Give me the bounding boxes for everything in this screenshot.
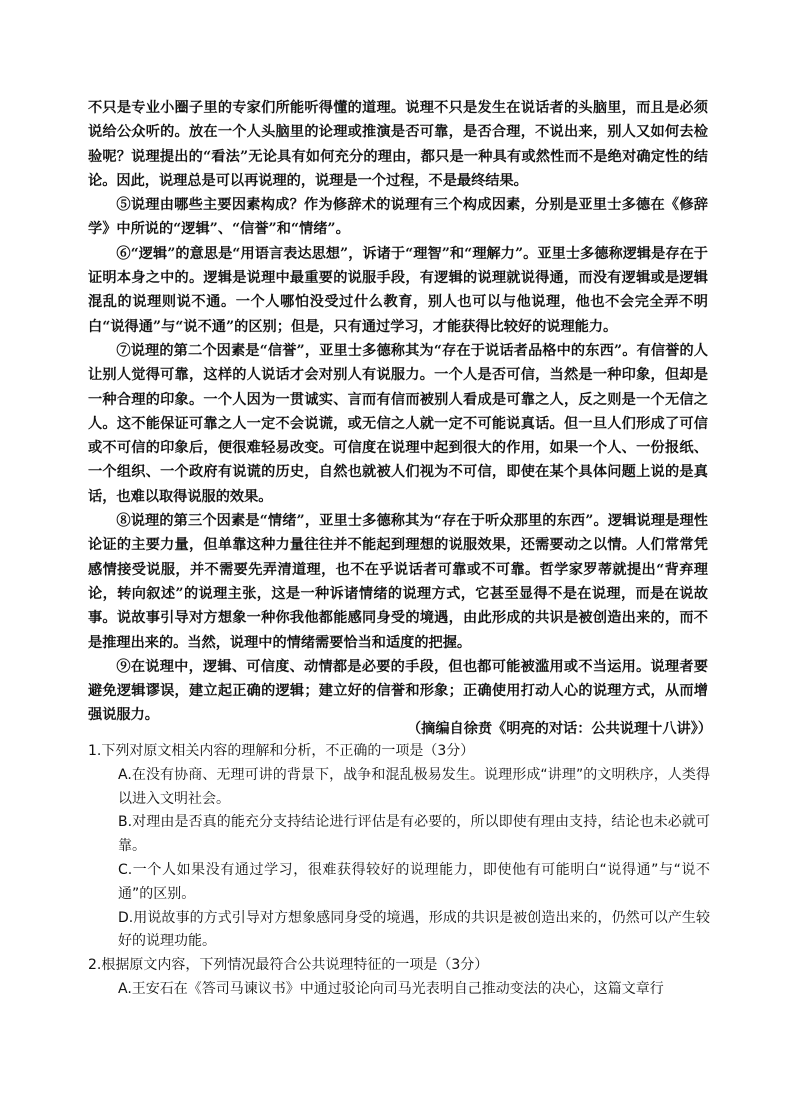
question-1 (88, 740, 710, 954)
answer-option-d: D.用说故事的方式引导对方想象感同身受的境遇，形成的共识是被创造出来的，仍然可以产生较好的说理功能。 (118, 909, 710, 950)
answer-option-b: B.对理由是否真的能充分支持结论进行评估是有必要的，所以即使有理由支持，结论也未必就可靠。 (118, 814, 710, 855)
passage-paragraph: ⑦说理的第二个因素是“信誉”，亚里士多德称其为“存在于说话者品格中的东西”。有信誉的人让别人觉得可靠，这样的人说话才会对别人有说服力。一个人是否可信，当然是一种印象，但却是一种合理的印象。一个人因为一贯诚实、言而有信而被别人看成是可靠之人，反之则是一个无信之人。这不能保证可靠之人一定不会说谎，或无信之人就一定不可能说真话。但一旦人们形成了可信或不可信的印象后，便很难轻易改变。可信度在说理中起到很大的作用，如果一个人、一份报纸、一个组织、一个政府有说谎的历史，自然也就被人们视为不可信，即使在某个具体问题上说的是真话，也难以取得说服的效果。 (88, 342, 708, 505)
passage-paragraph: ⑨在说理中，逻辑、可信度、动情都是必要的手段，但也都可能被滥用或不当运用。说理者要避免逻辑谬误，建立起正确的逻辑；建立好的信誉和形象；正确使用打动人心的说理方式，从而增强说服力。 (88, 658, 708, 724)
question-stem: 2.根据原文内容，下列情况最符合公共说理特征的一项是（3分） (88, 957, 489, 974)
passage-paragraph: ⑧说理的第三个因素是“情绪”，亚里士多德称其为“存在于听众那里的东西”。逻辑说理是理性论证的主要力量，但单靠这种力量往往并不能起到理想的说服效果，还需要动之以情。人们常常凭感情接受说服，并不需要先弄清道理，也不在乎说话者可靠或不可靠。哲学家罗蒂就提出“背弃理论，转向叙述”的说理主张，这是一种诉诸情绪的说理方式，它甚至显得不是在说理，而是在说故事。说故事引导对方想象一种你我他都能感同身受的境遇，由此形成的共识是被创造出来的，而不是推理出来的。当然，说理中的情绪需要恰当和适度的把握。 (88, 513, 708, 651)
passage-paragraph: ⑤说理由哪些主要因素构成？作为修辞术的说理有三个构成因素，分别是亚里士多德在《修辞学》中所说的“逻辑”、“信誉”和“情绪”。 (88, 197, 708, 238)
question-list (88, 740, 710, 1002)
question-2 (88, 954, 710, 1002)
reading-passage (88, 96, 708, 728)
question-stem: 1.下列对原文相关内容的理解和分析，不正确的一项是（3分） (88, 743, 475, 759)
passage-paragraph: 不只是专业小圈子里的专家们所能听得懂的道理。说理不只是发生在说话者的头脑里，而且是必须说给公众听的。放在一个人头脑里的论理或推演是否可靠，是否合理，不说出来，别人又如何去检验呢？说理提出的“看法”无论具有如何充分的理由，都只是一种具有或然性而不是绝对确定性的结论。因此，说理总是可以再说理的，说理是一个过程，不是最终结果。 (88, 100, 708, 189)
answer-option-c: C.一个人如果没有通过学习，很难获得较好的说理能力，即使他有可能明白“说得通”与“说不通”的区别。 (118, 861, 710, 902)
passage-source-citation: （摘编自徐贲《明亮的对话：公共说理十八讲》） (406, 721, 712, 737)
passage-paragraph: ⑥“逻辑”的意思是“用语言表达思想”，诉诸于“理智”和“理解力”。亚里士多德称逻辑是存在于证明本身之中的。逻辑是说理中最重要的说服手段，有逻辑的说理就说得通，而没有逻辑或是逻辑混乱的说理则说不通。一个人哪怕没受过什么教育，别人也可以与他说理，他也不会完全弄不明白“说得通”与“说不通”的区别；但是，只有通过学习，才能获得比较好的说理能力。 (88, 245, 708, 335)
answer-option-a: A.在没有协商、无理可讲的背景下，战争和混乱极易发生。说理形成“讲理”的文明秩序，人类得以进入文明社会。 (118, 766, 710, 807)
answer-option-a: A.王安石在《答司马谏议书》中通过驳论向司马光表明自己推动变法的决心，这篇文章行 (118, 980, 664, 997)
